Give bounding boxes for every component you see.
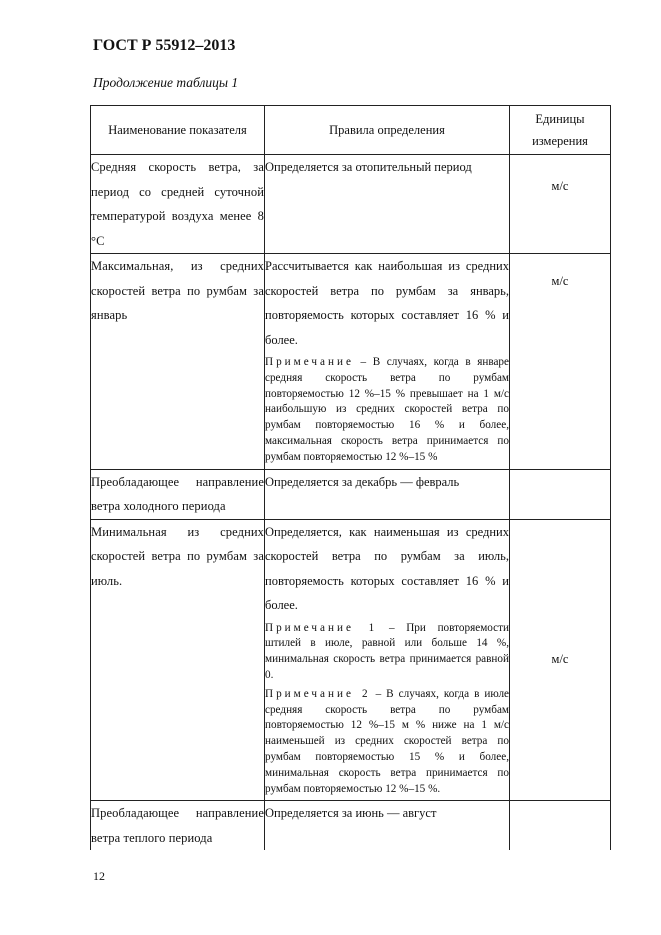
- document-title: ГОСТ Р 55912–2013: [93, 37, 236, 54]
- indicator-unit: [510, 519, 611, 801]
- unit-value: м/с: [551, 274, 569, 288]
- indicator-rule: [265, 155, 510, 254]
- table-row: [91, 801, 611, 851]
- rule-text: Рассчитывается как наибольшая из средних скоростей ветра по румбам за январь, повторяемость которых составляет 16 % и более.: [265, 259, 509, 347]
- column-header-rule: Правила определения: [265, 106, 510, 155]
- note-text: – В случаях, когда в январе средняя скорость ветра по румбам повторяемостью 12 %–15 % превышает на 1 м/с наибольшую из средних скоростей ветра по румбам повторяемостью 16 % и более, максимальная скорость ветра принимается по румбам повторяемостью 12 %–15 %: [265, 356, 509, 463]
- rule-text: Определяется за отопительный период: [265, 160, 472, 174]
- indicator-unit: [510, 801, 611, 851]
- page-number: 12: [93, 869, 105, 883]
- rule-note: [265, 621, 509, 684]
- indicator-unit: [510, 254, 611, 470]
- indicator-rule: [265, 469, 510, 519]
- indicator-name: Преобладающее направление ветра холодного периода: [91, 469, 265, 519]
- table-header-row: [91, 106, 611, 155]
- table-row: [91, 254, 611, 470]
- rule-text: Определяется за декабрь — февраль: [265, 474, 460, 489]
- column-header-unit: Единицы измерения: [510, 106, 611, 155]
- column-header-name: Наименование показателя: [91, 106, 265, 155]
- indicator-rule: [265, 801, 510, 851]
- note-text: – В случаях, когда в июле средняя скорость ветра по румбам повторяемостью 12 %–15 м % ниже на 1 м/с наименьшей из средних скоростей ветра по румбам повторяемостью 15 % и более, минимальная скорость ветра принимается по румбам повторяемостью 12 %–15 %.: [265, 687, 509, 795]
- unit-value: м/с: [551, 179, 569, 193]
- table-row: [91, 155, 611, 254]
- table-row: [91, 469, 611, 519]
- indicator-unit: [510, 469, 611, 519]
- indicator-rule: [265, 254, 510, 470]
- indicator-name: Преобладающее направление ветра теплого периода: [91, 801, 265, 851]
- indicator-rule: [265, 519, 510, 801]
- note-text: – При повторяемости штилей в июле, равной или больше 14 %, минимальная скорость ветра принимается равной 0.: [265, 621, 509, 681]
- indicator-name: Средняя скорость ветра, за период со средней суточной температурой воздуха менее 8 °С: [91, 155, 265, 254]
- indicator-name: Максимальная, из средних скоростей ветра по румбам за январь: [91, 254, 265, 470]
- note-label: Примечание 2: [265, 687, 371, 700]
- table-row: [91, 519, 611, 801]
- unit-value: м/с: [551, 652, 569, 667]
- note-label: Примечание 1: [265, 621, 378, 634]
- indicator-unit: [510, 155, 611, 254]
- rule-text: Определяется за июнь — август: [265, 806, 437, 821]
- rule-note: [265, 687, 509, 798]
- note-label: Примечание: [265, 356, 354, 368]
- rule-text: Определяется, как наименьшая из средних скоростей ветра по румбам за июль, повторяемость которых составляет 16 % и более.: [265, 524, 509, 613]
- rule-note: [265, 355, 509, 466]
- indicators-table: [90, 105, 611, 850]
- indicator-name: Минимальная из средних скоростей ветра по румбам за июль.: [91, 519, 265, 801]
- table-continuation-caption: Продолжение таблицы 1: [93, 75, 239, 90]
